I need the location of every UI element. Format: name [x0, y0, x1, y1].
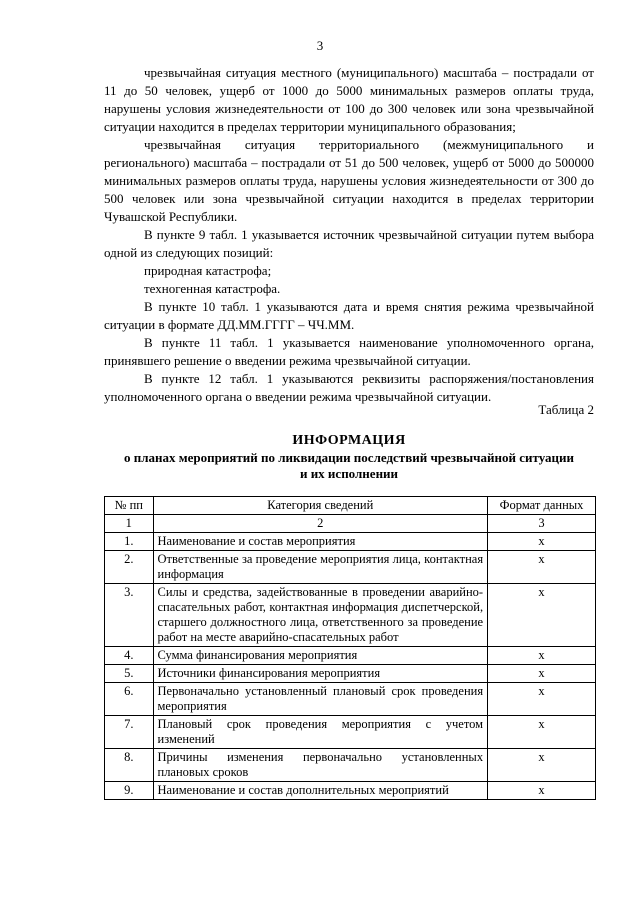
- paragraph-item-11: В пункте 11 табл. 1 указывается наименование уполномоченного органа, принявшего решение о введении режима чрезвычайной ситуации.: [104, 335, 594, 368]
- row-number: 6.: [105, 683, 154, 716]
- row-format: x: [488, 584, 596, 647]
- index-cell: 2: [153, 515, 488, 533]
- row-number: 4.: [105, 647, 154, 665]
- heading-subtitle-line2: и их исполнении: [299, 466, 399, 481]
- row-number: 3.: [105, 584, 154, 647]
- paragraph-item-9: В пункте 9 табл. 1 указывается источник чрезвычайной ситуации путем выбора одной из следующих позиций:: [104, 227, 594, 260]
- header-number: № пп: [105, 497, 154, 515]
- table-row: [105, 749, 596, 782]
- page-number: 3: [316, 38, 324, 53]
- row-number: 5.: [105, 665, 154, 683]
- row-format: x: [488, 716, 596, 749]
- table-row: [105, 665, 596, 683]
- row-category: Наименование и состав мероприятия: [153, 533, 488, 551]
- row-format: x: [488, 551, 596, 584]
- row-category: Наименование и состав дополнительных мероприятий: [153, 782, 488, 800]
- header-format: Формат данных: [488, 497, 596, 515]
- row-format: x: [488, 533, 596, 551]
- paragraph-territorial-emergency: чрезвычайная ситуация территориального (межмуниципального и регионального) масштаба – пострадали от 51 до 500 человек, ущерб от 5000 до 500000 минимальных размеров оплаты труда, нарушены условия жизнедеятельности от 300 до 500 человек или зона чрезвычайной ситуации находится в пределах территории Чувашской Республики.: [104, 137, 594, 224]
- row-category: Сумма финансирования мероприятия: [153, 647, 488, 665]
- table-index-row: [105, 515, 596, 533]
- row-category: Силы и средства, задействованные в проведении аварийно-спасательных работ, контактная информация диспетчерской, старшего должностного лица, ответственного за проведение работ на месте аварийно-спасательных работ: [153, 584, 488, 647]
- row-number: 2.: [105, 551, 154, 584]
- table-header-row: [105, 497, 596, 515]
- row-format: x: [488, 782, 596, 800]
- paragraph-natural-disaster: природная катастрофа;: [144, 263, 272, 278]
- row-category: Источники финансирования мероприятия: [153, 665, 488, 683]
- paragraph-local-emergency: чрезвычайная ситуация местного (муниципального) масштаба – пострадали от 11 до 50 человек, ущерб от 1000 до 5000 минимальных размеров оплаты труда, нарушены условия жизнедеятельности от 100 до 300 человек или зона чрезвычайной ситуации находится в пределах территории муниципального образования;: [104, 65, 594, 134]
- table-row: [105, 683, 596, 716]
- heading-subtitle-line1: о планах мероприятий по ликвидации последствий чрезвычайной ситуации: [124, 450, 574, 465]
- table-caption: Таблица 2: [538, 402, 594, 417]
- row-format: x: [488, 665, 596, 683]
- table-row: [105, 551, 596, 584]
- header-category: Категория сведений: [153, 497, 488, 515]
- paragraph-item-12: В пункте 12 табл. 1 указываются реквизиты распоряжения/постановления уполномоченного органа о введении режима чрезвычайной ситуации.: [104, 371, 594, 404]
- index-cell: 1: [105, 515, 154, 533]
- row-category: Ответственные за проведение мероприятия лица, контактная информация: [153, 551, 488, 584]
- row-format: x: [488, 647, 596, 665]
- index-cell: 3: [488, 515, 596, 533]
- table-row: [105, 716, 596, 749]
- body-text: [104, 64, 594, 406]
- row-category: Причины изменения первоначально установленных плановых сроков: [153, 749, 488, 782]
- heading-title: ИНФОРМАЦИЯ: [292, 433, 406, 448]
- row-number: 1.: [105, 533, 154, 551]
- paragraph-item-10: В пункте 10 табл. 1 указываются дата и время снятия режима чрезвычайной ситуации в формате ДД.ММ.ГГГГ – ЧЧ.ММ.: [104, 299, 594, 332]
- info-table: [104, 496, 596, 800]
- row-number: 8.: [105, 749, 154, 782]
- row-format: x: [488, 683, 596, 716]
- row-number: 9.: [105, 782, 154, 800]
- row-number: 7.: [105, 716, 154, 749]
- row-category: Плановый срок проведения мероприятия с учетом изменений: [153, 716, 488, 749]
- table-row: [105, 584, 596, 647]
- table-row: [105, 533, 596, 551]
- section-heading: [104, 432, 594, 482]
- row-category: Первоначально установленный плановый срок проведения мероприятия: [153, 683, 488, 716]
- row-format: x: [488, 749, 596, 782]
- table-row: [105, 647, 596, 665]
- paragraph-technogenic-disaster: техногенная катастрофа.: [144, 281, 281, 296]
- table-row: [105, 782, 596, 800]
